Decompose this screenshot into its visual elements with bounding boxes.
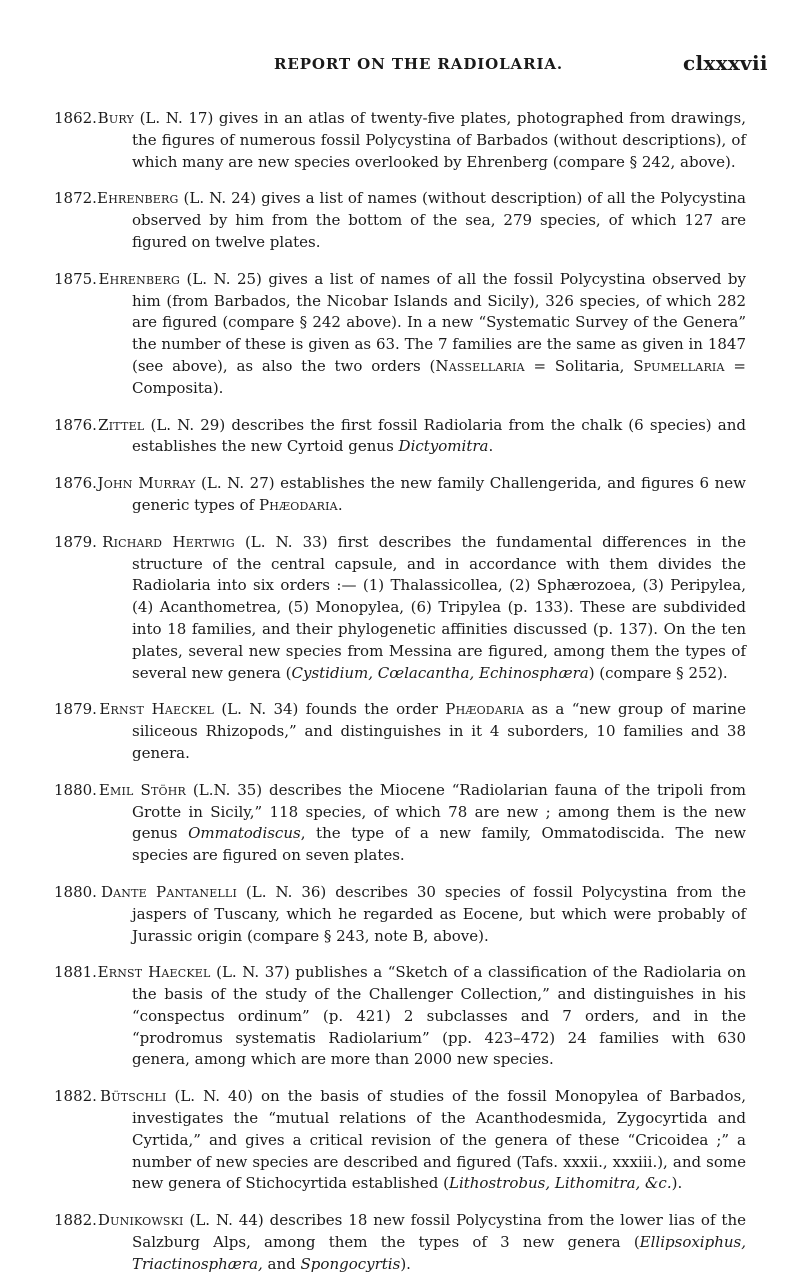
entry-text: (L.N. 35) describes the Miocene “Radiolarian fauna of the tripoli from Grotte in Sicily,” 118 species, of which 78 are new ; among them is the new genus [132,780,746,843]
author-or-term: Ernst Haeckel [97,963,211,982]
genus-name: Lithostrobus, Lithomitra, &c. [448,1174,672,1193]
entry-year: 1879. [54,532,97,551]
author-or-term: Bütschli [100,1087,167,1106]
chronology-entry [54,108,746,173]
page-header [0,48,800,78]
author-or-term: Spumellaria [633,356,725,375]
author-or-term: Bury [97,109,134,127]
entry-text: ). [400,1254,411,1273]
chronology-entry [54,1086,746,1195]
entry-text: (L. N. 40) on the basis of studies of the fossil Monopylea of Barbados, investigates the “mutual relations of the Acanthodesmida, Zygocyrtida and Cyrtida,” and gives a critical revision of the genera of these “Cricoidea ;” a number of new species are described and figured (Tafs. xxxii., xxxiii.), and some new genera of Stichocyrtida established ( [132,1087,746,1193]
entry-text: (L. N. 25) gives a list of names of all the fossil Polycystina observed by him (from Barbados, the Nicobar Islands and Sicily), 326 species, of which 282 are figured (compare § 242 above). In a new “Systematic Survey of the Genera” the number of these is given as 63. The 7 families are the same as given in 1847 (see above), as also the two orders ( [132,269,746,375]
author-or-term: Ehrenberg [98,269,180,288]
entry-year: 1880. [54,780,97,799]
entry-text: and [262,1254,301,1273]
entry-text: = Solitaria, [524,356,634,375]
chronology-entry [54,699,746,764]
entry-text: ) (compare § 252). [588,663,728,682]
author-or-term: John Murray [97,474,196,493]
author-or-term: Zittel [98,415,145,434]
genus-name: Ommatodiscus [188,824,301,843]
entry-year: 1876. [54,474,97,493]
entry-year: 1879. [54,700,97,719]
entry-text: (L. N. 34) founds the order [214,700,446,719]
entry-text: (L. N. 37) publishes a “Sketch of a classification of the Radiolaria on the basis of the study of the Challenger Collection,” and distinguishes in his “conspectus ordinum” (p. 421) 2 subclasses and 7 orders, and in the “prodromus systematis Radiolarium” (pp. 423–472) 24 families with 630 genera, among which are more than 2000 new species. [132,963,746,1069]
chronology-entry [54,269,746,400]
entry-text: = Composita). [132,356,746,397]
running-title: REPORT ON THE RADIOLARIA. [274,55,564,73]
genus-name: Dictyomitra [398,437,489,456]
entry-text: (L. N. 27) establishes the new family Challengerida, and figures 6 new generic types of [132,474,746,514]
entry-text: (L. N. 24) gives a list of names (without description) of all the Polycystina observed by him from the bottom of the sea, 279 species, of which 127 are figured on twelve plates. [132,189,746,251]
entry-text: (L. N. 36) describes 30 species of fossil Polycystina from the jaspers of Tuscany, which he regarded as Eocene, but which were probably of Jurassic origin (compare § 243, note B, above). [132,882,746,945]
chronology-entry [54,1210,746,1275]
chronology-list [54,93,746,1278]
genus-name: Cystidium, Cœlacantha, Echinosphæra [291,663,589,682]
entry-text: (L. N. 44) describes 18 new fossil Polycystina from the lower lias of the Salzburg Alps, among them the types of 3 new genera ( [132,1211,746,1252]
author-or-term: Emil Stöhr [98,780,187,799]
entry-year: 1872. [54,189,97,208]
entry-text: (L. N. 33) first describes the fundamental differences in the structure of the central capsule, and in accordance with them divides the Radiolaria into six orders :— (1) Thalassicollea, (2) Sphærozoea, (3) Peripylea, (4) Acanthometrea, (5) Monopylea, (6) Tripylea (p. 133). These are subdivided into 18 families, and their phylogenetic affinities discussed (p. 137). On the ten plates, several new species from Messina are figured, among them the types of several new genera ( [132,532,746,682]
chronology-entry [54,188,746,253]
chronology-entry [54,882,746,947]
entry-year: 1862. [54,109,97,127]
entry-text: . [337,495,343,514]
entry-text: , the type of a new family, Ommatodiscida. The new species are figured on seven plates. [132,824,746,865]
entry-year: 1882. [54,1211,97,1230]
chronology-entry [54,962,746,1071]
entry-year: 1875. [54,269,97,288]
chronology-entry [54,415,746,459]
author-or-term: Dante Pantanelli [100,882,237,901]
author-or-term: Nassellaria [435,356,525,375]
entry-year: 1880. [54,882,97,901]
entry-text: as a “new group of marine siliceous Rhizopods,” and distinguishes in it 4 suborders, 10 families and 38 genera. [132,700,747,762]
chronology-entry [54,532,746,685]
genus-name: Ellipsoxiphus, Triactinosphæra, [132,1233,746,1273]
entry-year: 1882. [54,1087,97,1106]
entry-year: 1881. [54,963,97,982]
chronology-entry [54,780,746,867]
author-or-term: Ehrenberg [97,189,179,208]
entry-text: ). [671,1174,683,1193]
chronology-entry [54,473,746,517]
entry-text: . [488,437,494,456]
author-or-term: Phæodaria [445,700,525,719]
entry-text: (L. N. 29) describes the first fossil Radiolaria from the chalk (6 species) and establishes the new Cyrtoid genus [132,415,746,456]
author-or-term: Ernst Haeckel [99,700,214,719]
author-or-term: Dunikowski [97,1211,184,1230]
page-number: clxxxvii [683,51,768,75]
entry-text: (L. N. 17) gives in an atlas of twenty-five plates, photographed from drawings, the figures of numerous fossil Polycystina of Barbados (without descriptions), of which many are new species overlooked by Ehrenberg (compare § 242, above). [132,109,746,171]
entry-year: 1876. [54,415,97,434]
author-or-term: Richard Hertwig [102,532,235,551]
genus-name: Spongocyrtis [300,1254,401,1273]
author-or-term: Phæodaria [258,495,338,514]
